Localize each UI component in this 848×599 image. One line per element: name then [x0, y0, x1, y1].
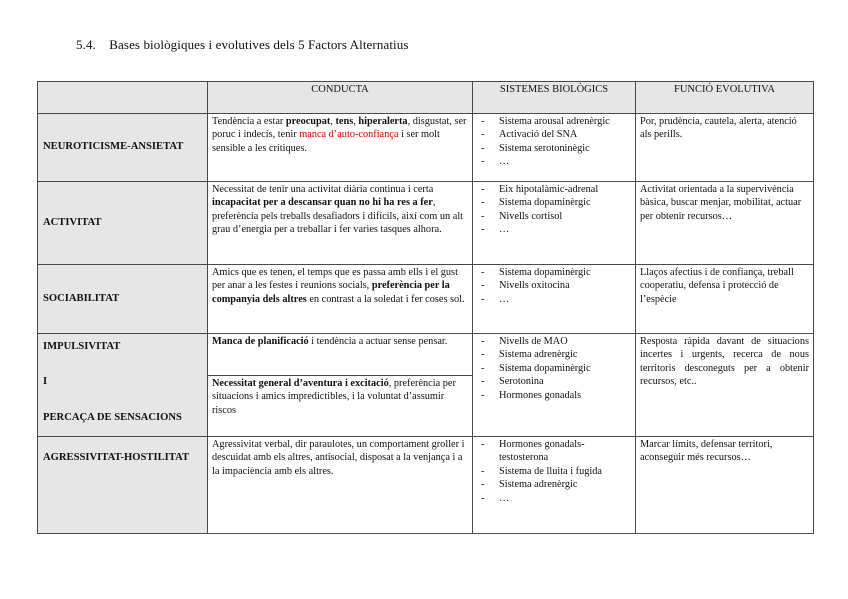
list-item: - Sistema serotoninègic [477, 142, 631, 155]
section-number: 5.4. [76, 37, 96, 52]
conducta-cell: Agressivitat verbal, dir paraulotes, un comportament groller i descuidat amb els altres, antisocial, disposat a la venjança i a la impaciència amb els altres. [208, 437, 473, 534]
conducta-cell: Tendència a estar preocupat, tens, hiperalerta, disgustat, ser poruc i indecís, tenir manca d’auto-confiança i ser molt sensible a les crítiques. [208, 114, 473, 182]
row-label: NEUROTICISME-ANSIETAT [38, 114, 208, 182]
table-header-row [38, 82, 814, 114]
list-item: - Activació del SNA [477, 128, 631, 141]
row-label [38, 334, 208, 437]
funcio-cell: Resposta ràpida davant de situacions incertes i urgents, recerca de nous territoris desconeguts per a obtenir recursos, etc.. [636, 334, 814, 437]
list-item: - Nivells oxitocina [477, 279, 631, 292]
list-item: - Sistema de lluita i fugida [477, 465, 631, 478]
funcio-cell: Por, prudència, cautela, alerta, atenció als perills. [636, 114, 814, 182]
list-item: - Nivells cortisol [477, 210, 631, 223]
funcio-cell: Marcar límits, defensar territori, aconseguir més recursos… [636, 437, 814, 534]
header-funcio: FUNCIÓ EVOLUTIVA [636, 82, 814, 114]
list-item: - … [477, 492, 631, 505]
row-label: ACTIVITAT [38, 182, 208, 265]
conducta-subcell-top: Manca de planificació i tendència a actuar sense pensar. [208, 334, 472, 376]
row-label-mid: I [43, 376, 48, 388]
table-row [38, 265, 814, 334]
list-item: - Sistema adrenèrgic [477, 478, 631, 491]
sistemes-cell [473, 265, 636, 334]
row-label-top: IMPULSIVITAT [43, 341, 121, 352]
list-item: - Sistema dopaminèrgic [477, 196, 631, 209]
list-item: - Sistema arousal adrenèrgic [477, 115, 631, 128]
section-heading [76, 37, 409, 53]
list-item: - Sistema dopaminèrgic [477, 362, 631, 375]
list-item: - … [477, 155, 631, 168]
conducta-cell: Necessitat de tenir una activitat diària continua i certa incapacitat per a descansar quan no hi ha res a fer, preferència pels treballs desafiadors i difícils, així com un alt grau d’energia per a treballar i fer varies tasques alhora. [208, 182, 473, 265]
highlighted-text: manca d’auto-confiança [299, 129, 399, 141]
conducta-cell [208, 334, 473, 437]
list-item: - Eix hipotalàmic-adrenal [477, 183, 631, 196]
list-item: - Sistema adrenèrgic [477, 348, 631, 361]
section-title: Bases biològiques i evolutives dels 5 Factors Alternatius [109, 37, 409, 52]
sistemes-cell [473, 334, 636, 437]
list-item: - Sistema dopaminèrgic [477, 266, 631, 279]
funcio-cell: Llaços afectius i de confiança, treball cooperatiu, defensa i protecció de l’espècie [636, 265, 814, 334]
list-item: - Hormones gonadals-testosterona [477, 438, 631, 465]
list-item: - Serotonina [477, 375, 631, 388]
table-row [38, 114, 814, 182]
factors-table [37, 81, 814, 534]
list-item: - … [477, 293, 631, 306]
header-empty-cell [38, 82, 208, 114]
funcio-cell: Activitat orientada a la supervivència bàsica, buscar menjar, mobilitat, actuar per obtenir recursos… [636, 182, 814, 265]
list-item: - Nivells de MAO [477, 335, 631, 348]
conducta-subcell-bottom: Necessitat general d’aventura i excitació, preferència per situacions i amics impredictibles, i la voluntat d’assumir riscos [212, 378, 456, 416]
sistemes-cell [473, 114, 636, 182]
table-row [38, 182, 814, 265]
list-item: - Hormones gonadals [477, 389, 631, 402]
sistemes-cell [473, 182, 636, 265]
list-item: - … [477, 223, 631, 236]
sistemes-cell [473, 437, 636, 534]
header-conducta: CONDUCTA [208, 82, 473, 114]
row-label-bottom: PERCAÇA DE SENSACIONS [43, 411, 182, 423]
row-label: SOCIABILITAT [38, 265, 208, 334]
conducta-cell: Amics que es tenen, el temps que es passa amb ells i el gust per anar a les festes i reunions socials, preferència per la companyia dels altres en contrast a la soledat i fer coses sol. [208, 265, 473, 334]
table-row [38, 437, 814, 534]
row-label: AGRESSIVITAT-HOSTILITAT [38, 437, 208, 534]
header-sistemes: SISTEMES BIOLÒGICS [473, 82, 636, 114]
table-row [38, 334, 814, 437]
